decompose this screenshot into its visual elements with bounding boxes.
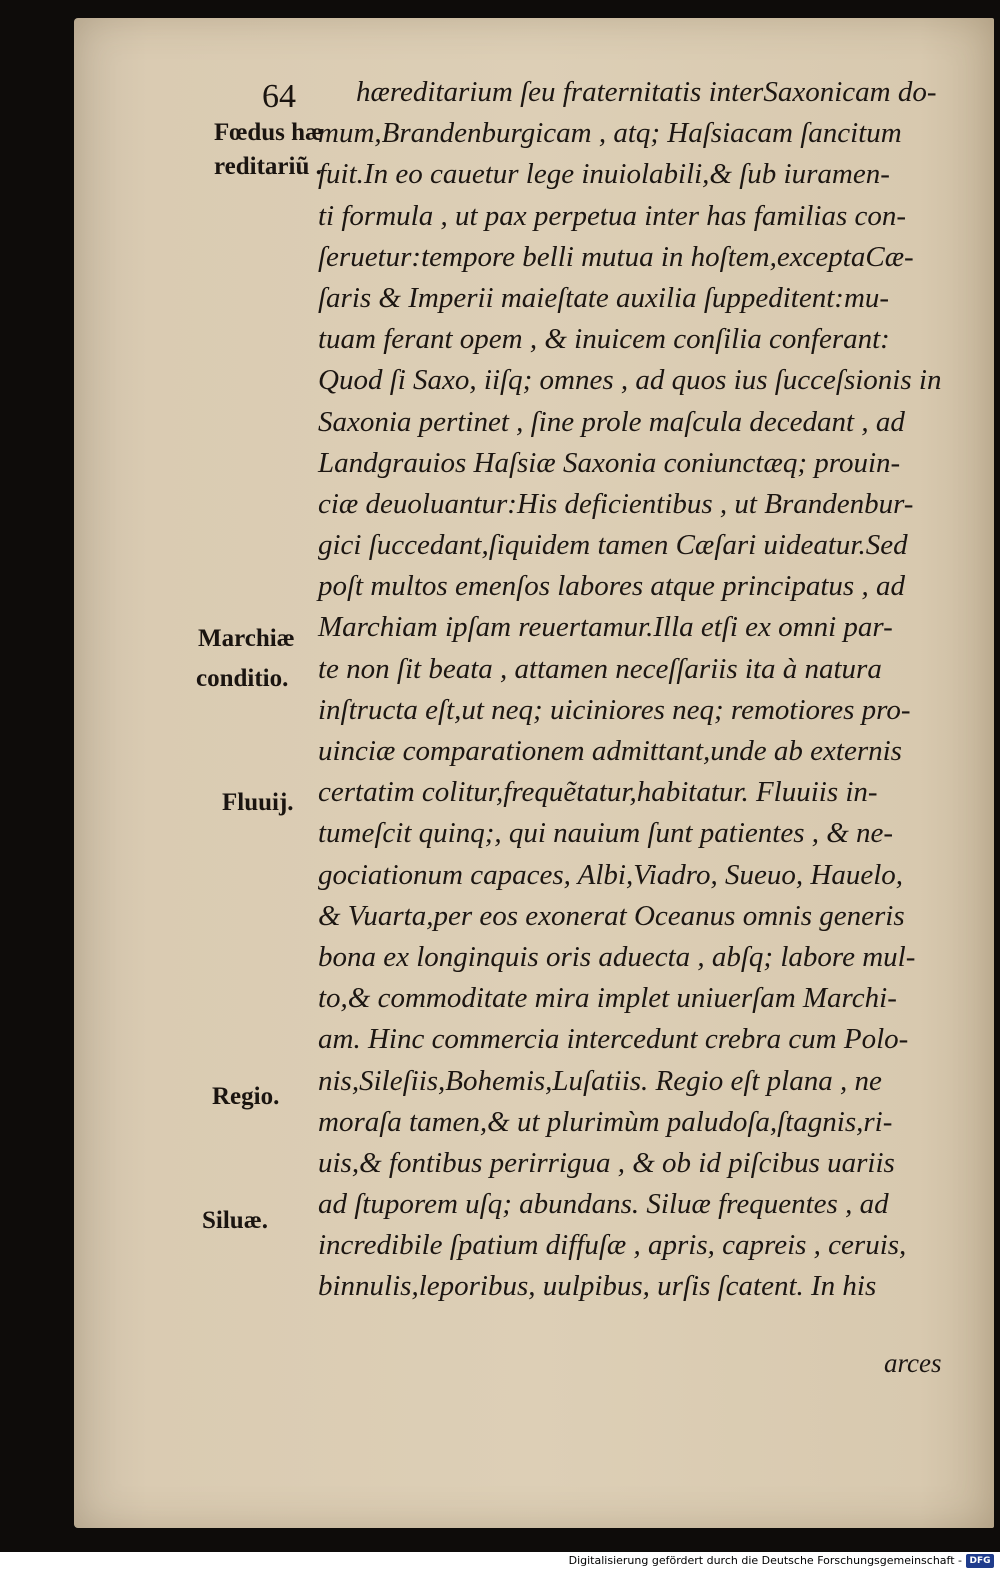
text-line: poſt multos emenſos labores atque principatus , ad	[318, 570, 905, 603]
text-line: Quod ſi Saxo, iiſq; omnes , ad quos ius ſucceſsionis in	[318, 364, 942, 397]
text-line: uis,& fontibus perirrigua , & ob id piſcibus uariis	[318, 1146, 895, 1179]
text-line: certatim colitur,frequẽtatur,habitatur. Fluuiis in-	[318, 776, 878, 809]
margin-note-marchiae: Marchiæ	[198, 625, 295, 652]
margin-note-conditio: conditio.	[196, 665, 289, 692]
text-line: ſaris & Imperii maieſtate auxilia ſuppeditent:mu-	[318, 281, 890, 314]
margin-note-regio: Regio.	[212, 1083, 280, 1110]
text-line: mum,Brandenburgicam , atq; Haſsiacam ſancitum	[318, 117, 902, 150]
text-line: uinciæ comparationem admittant,unde ab externis	[318, 735, 902, 767]
text-line: Marchiam ipſam reuertamur.Illa etſi ex omni par-	[318, 611, 893, 644]
text-line: Saxonia pertinet , ſine prole maſcula decedant , ad	[318, 405, 905, 438]
text-line: ad ſtuporem uſq; abundans. Siluæ frequentes , ad	[318, 1188, 889, 1221]
margin-note-hereditarium: reditariũ .	[214, 153, 322, 180]
text-line: incredibile ſpatium diffuſæ , apris, capreis , ceruis,	[318, 1229, 907, 1262]
text-line: te non ſit beata , attamen neceſſariis ita à natura	[318, 652, 882, 685]
text-line: ciæ deuoluantur:His deficientibus , ut Brandenbur-	[318, 487, 914, 520]
margin-note-fluuii: Fluuij.	[222, 789, 294, 816]
text-line: ti formula , ut pax perpetua inter has familias con-	[318, 199, 907, 232]
footer-bar	[0, 1552, 1000, 1571]
text-line: Landgrauios Haſsiæ Saxonia coniunctæq; prouin-	[318, 446, 901, 479]
text-line: gociationum capaces, Albi,Viadro, Sueuo, Hauelo,	[318, 858, 904, 891]
text-line: hæreditarium ſeu fraternitatis interSaxonicam do-	[356, 76, 937, 108]
page-number: 64	[262, 78, 296, 115]
text-line: to,& commoditate mira implet uniuerſam Marchi-	[318, 982, 897, 1015]
margin-note-foedus: Fœdus hæ	[214, 119, 324, 146]
text-line: inſtructa eſt,ut neq; uiciniores neq; remotiores pro-	[318, 693, 911, 726]
text-line: nis,Sileſiis,Bohemis,Luſatiis. Regio eſt plana , ne	[318, 1064, 882, 1097]
text-line: fuit.In eo cauetur lege inuiolabili,& ſub iuramen-	[318, 158, 890, 191]
text-line: bona ex longinquis oris aduecta , abſq; labore mul-	[318, 940, 916, 973]
text-line: & Vuarta,per eos exonerat Oceanus omnis generis	[318, 899, 905, 932]
text-line: tuam ferant opem , & inuicem conſilia conferant:	[318, 323, 890, 356]
dfg-logo: DFG	[966, 1554, 994, 1568]
text-line: moraſa tamen,& ut plurimùm paludoſa,ſtagnis,ri-	[318, 1105, 893, 1138]
text-line: binnulis,leporibus, uulpibus, urſis ſcatent. In his	[318, 1270, 877, 1303]
body-text	[318, 72, 994, 1308]
text-line: ſeruetur:tempore belli mutua in hoſtem,exceptaCæ-	[318, 240, 914, 273]
margin-note-siluae: Siluæ.	[202, 1207, 269, 1234]
text-line: am. Hinc commercia intercedunt crebra cum Polo-	[318, 1023, 909, 1056]
text-line: gici ſuccedant,ſiquidem tamen Cæſari uideatur.Sed	[318, 529, 908, 562]
text-line: tumeſcit quinq;, qui nauium ſunt patientes , & ne-	[318, 817, 894, 850]
catchword: arces	[884, 1348, 942, 1378]
footer-credit: Digitalisierung gefördert durch die Deutsche Forschungsgemeinschaft -	[568, 1554, 962, 1567]
